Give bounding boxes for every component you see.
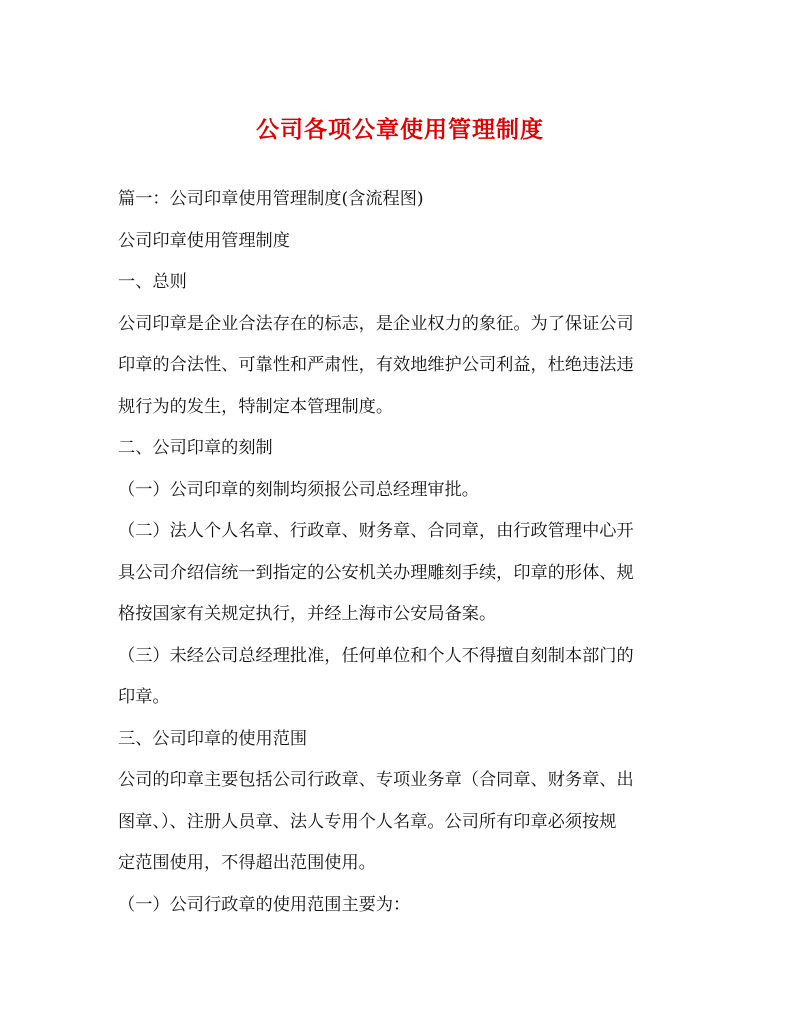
body-line: 定范围使用，不得超出范围使用。 (118, 853, 376, 873)
body-line: 印章的合法性、可靠性和严肃性，有效地维护公司利益，杜绝违法违 (118, 355, 634, 375)
body-line: 公司印章是企业合法存在的标志，是企业权力的象征。为了保证公司 (118, 313, 634, 334)
subheading: 公司印章使用管理制度 (118, 230, 290, 251)
document-body (118, 179, 688, 926)
document-title: 公司各项公章使用管理制度 (256, 116, 544, 143)
body-line: 规行为的发生，特制定本管理制度。 (118, 396, 394, 417)
body-line: （二）法人个人名章、行政章、财务章、合同章，由行政管理中心开 (118, 521, 634, 541)
section-heading: 一、总则 (118, 272, 187, 292)
body-line: （一）公司印章的刻制均须报公司总经理审批。 (118, 479, 479, 500)
body-line: 具公司介绍信统一到指定的公安机关办理雕刻手续，印章的形体、规 (118, 562, 634, 583)
body-line: 格按国家有关规定执行，并经上海市公安局备案。 (118, 604, 497, 624)
section-heading: 篇一：公司印章使用管理制度(含流程图) (118, 189, 424, 209)
body-line: 印章。 (118, 687, 170, 707)
body-line: 图章、）、注册人员章、法人专用个人名章。公司所有印章必须按规 (118, 811, 617, 832)
body-line: （三）未经公司总经理批准，任何单位和个人不得擅自刻制本部门的 (118, 645, 634, 666)
body-line: 公司的印章主要包括公司行政章、专项业务章（合同章、财务章、出 (118, 770, 634, 790)
section-heading: 三、公司印章的使用范围 (118, 728, 308, 749)
section-heading: 二、公司印章的刻制 (118, 438, 273, 458)
body-line: （一）公司行政章的使用范围主要为： (118, 894, 411, 915)
